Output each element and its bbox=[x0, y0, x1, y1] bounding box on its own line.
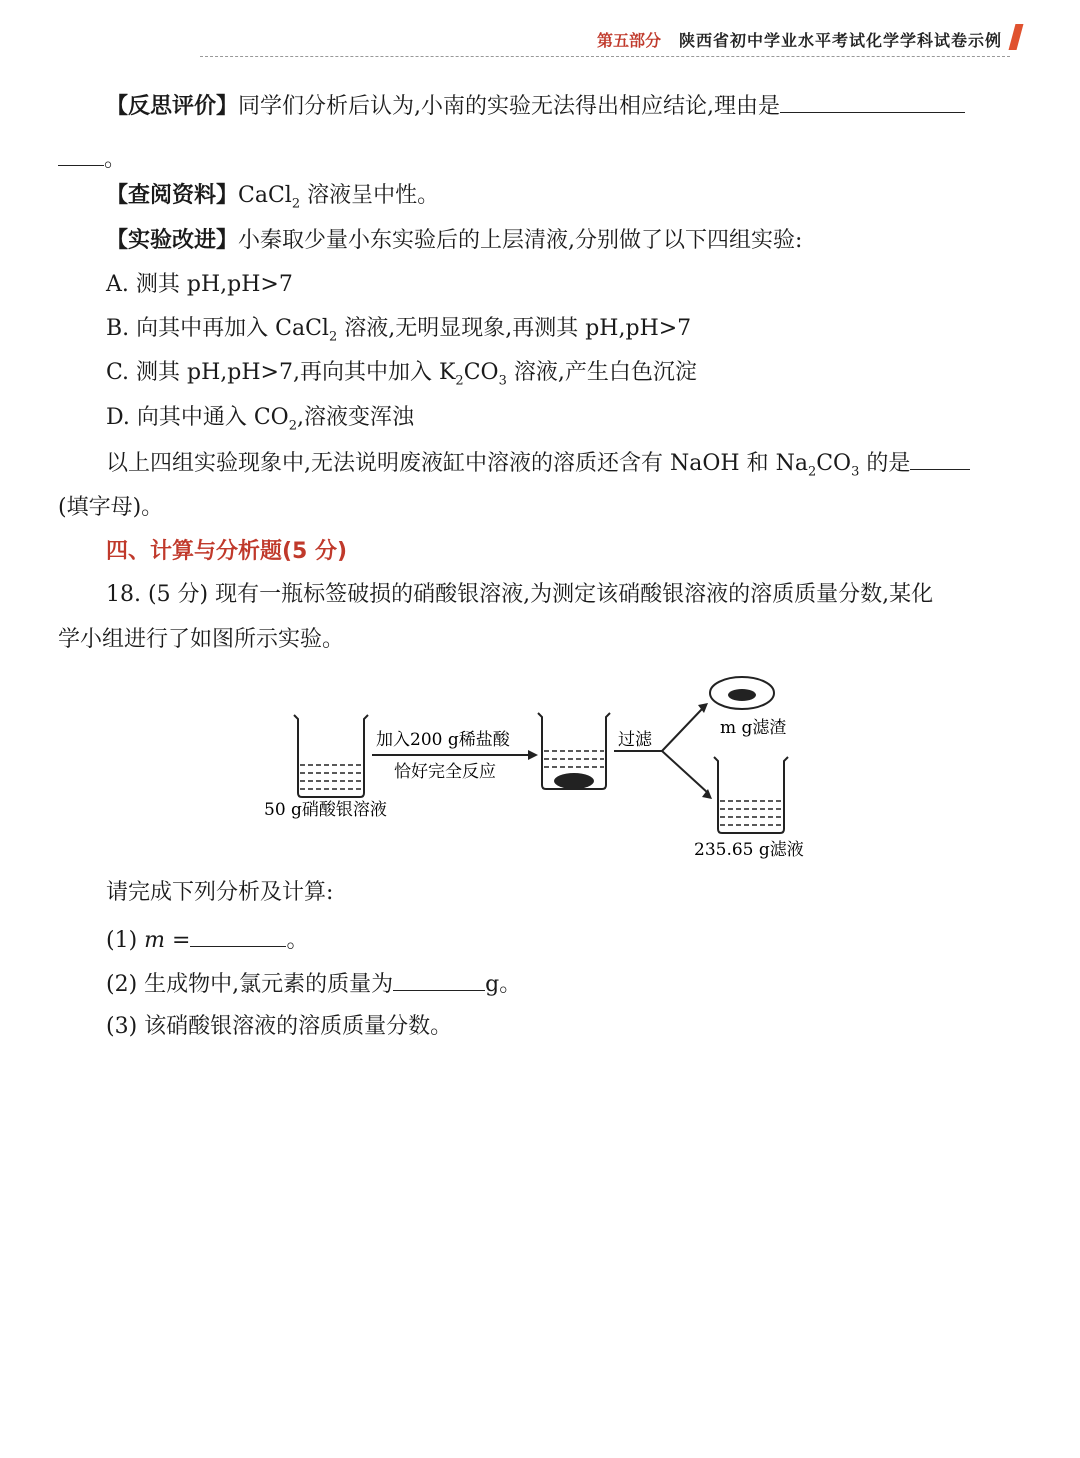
option-c-sub2: 3 bbox=[498, 373, 507, 389]
conclusion-line-2 bbox=[58, 493, 1010, 523]
residue bbox=[728, 689, 756, 701]
conclusion-post: 的是 bbox=[859, 451, 911, 476]
improvement-tag: 【实验改进】 bbox=[106, 228, 239, 253]
option-a bbox=[106, 270, 1010, 300]
option-c-sub1: 2 bbox=[455, 373, 464, 389]
section-title: 四、计算与分析题(5 分) bbox=[106, 539, 348, 564]
option-b-sub: 2 bbox=[328, 329, 338, 345]
option-d-post: ,溶液变浑浊 bbox=[297, 405, 414, 430]
arrow-bottom-label: 恰好完全反应 bbox=[394, 762, 496, 782]
option-c bbox=[106, 358, 1010, 396]
reference-text: 溶液呈中性。 bbox=[300, 183, 440, 208]
beaker-start bbox=[294, 715, 368, 797]
reference-line bbox=[106, 181, 1010, 219]
conclusion-sub1: 2 bbox=[807, 464, 817, 480]
option-d-sub: 2 bbox=[288, 418, 297, 434]
task-2-text: (2) 生成物中,氯元素的质量为 bbox=[106, 972, 394, 997]
conclusion-blank[interactable] bbox=[910, 447, 970, 470]
tasks-intro bbox=[106, 878, 1010, 908]
arrow-head-down bbox=[702, 789, 712, 799]
reflection-line-2 bbox=[58, 143, 1010, 175]
conclusion-note: (填字母)。 bbox=[58, 495, 164, 520]
conclusion-sub2: 3 bbox=[851, 464, 860, 480]
task-2-blank[interactable] bbox=[393, 968, 485, 991]
option-d-pre: D. 向其中通入 CO bbox=[106, 405, 289, 430]
task-2-end: g。 bbox=[485, 972, 522, 997]
option-a-text: A. 测其 pH,pH>7 bbox=[106, 272, 293, 297]
conclusion-mid: CO bbox=[816, 451, 852, 476]
improvement-line bbox=[106, 226, 1010, 256]
task-1 bbox=[106, 924, 1010, 956]
option-d bbox=[106, 403, 1010, 441]
task-1-blank[interactable] bbox=[190, 924, 286, 947]
reaction-arrow bbox=[372, 750, 538, 760]
option-b-pre: B. 向其中再加入 CaCl bbox=[106, 316, 329, 341]
header-title: 陕西省初中学业水平考试化学学科试卷示例 bbox=[678, 31, 1002, 50]
reflection-line bbox=[106, 90, 1010, 122]
part-label: 第五部分 bbox=[596, 31, 661, 50]
start-label: 50 g硝酸银溶液 bbox=[264, 800, 387, 820]
arrow-top-label: 加入200 g稀盐酸 bbox=[376, 730, 510, 750]
improvement-text: 小秦取少量小东实验后的上层清液,分别做了以下四组实验: bbox=[238, 228, 803, 253]
reflection-blank[interactable] bbox=[780, 90, 965, 113]
precipitate bbox=[554, 773, 594, 789]
header-accent-bar bbox=[1009, 24, 1024, 50]
task-3 bbox=[106, 1012, 1010, 1042]
option-b-post: 溶液,无明显现象,再测其 pH,pH>7 bbox=[337, 316, 692, 341]
conclusion-line bbox=[106, 447, 1010, 487]
page-header bbox=[597, 28, 1002, 51]
task-1-end: 。 bbox=[286, 928, 309, 953]
reflection-end: 。 bbox=[104, 147, 127, 172]
conclusion-pre: 以上四组实验现象中,无法说明废液缸中溶液的溶质还含有 NaOH 和 Na bbox=[106, 451, 808, 476]
experiment-diagram bbox=[250, 665, 830, 875]
filter-label: 过滤 bbox=[618, 730, 652, 750]
question-line-1 bbox=[106, 580, 1010, 610]
beaker-filtrate bbox=[714, 757, 788, 833]
reference-tag: 【查阅资料】 bbox=[106, 183, 239, 208]
filter-arrows bbox=[614, 709, 708, 793]
question-text-2: 学小组进行了如图所示实验。 bbox=[58, 627, 345, 652]
task-1-equals: = bbox=[165, 928, 191, 953]
task-3-text: (3) 该硝酸银溶液的溶质质量分数。 bbox=[106, 1014, 453, 1039]
reference-subscript: 2 bbox=[291, 196, 301, 212]
option-b bbox=[106, 314, 1010, 352]
question-text-1: 18. (5 分) 现有一瓶标签破损的硝酸银溶液,为测定该硝酸银溶液的溶质质量分数,某化 bbox=[106, 582, 934, 607]
option-c-mid: CO bbox=[463, 360, 499, 385]
tasks-intro-text: 请完成下列分析及计算: bbox=[106, 880, 334, 905]
reference-formula: CaCl bbox=[238, 183, 292, 208]
header-divider bbox=[200, 56, 1010, 57]
reflection-tag: 【反思评价】 bbox=[106, 94, 239, 119]
question-line-2 bbox=[58, 625, 1010, 655]
task-2 bbox=[106, 968, 1010, 1000]
section-heading bbox=[106, 537, 1010, 567]
filtrate-label: 235.65 g滤液 bbox=[694, 840, 804, 860]
task-1-number: (1) bbox=[106, 928, 145, 953]
residue-label: m g滤渣 bbox=[720, 718, 787, 738]
task-1-variable: m bbox=[144, 928, 166, 953]
reflection-blank-cont[interactable] bbox=[58, 143, 104, 166]
option-c-post: 溶液,产生白色沉淀 bbox=[506, 360, 697, 385]
reflection-text: 同学们分析后认为,小南的实验无法得出相应结论,理由是 bbox=[238, 94, 781, 119]
option-c-pre: C. 测其 pH,pH>7,再向其中加入 K bbox=[106, 360, 456, 385]
